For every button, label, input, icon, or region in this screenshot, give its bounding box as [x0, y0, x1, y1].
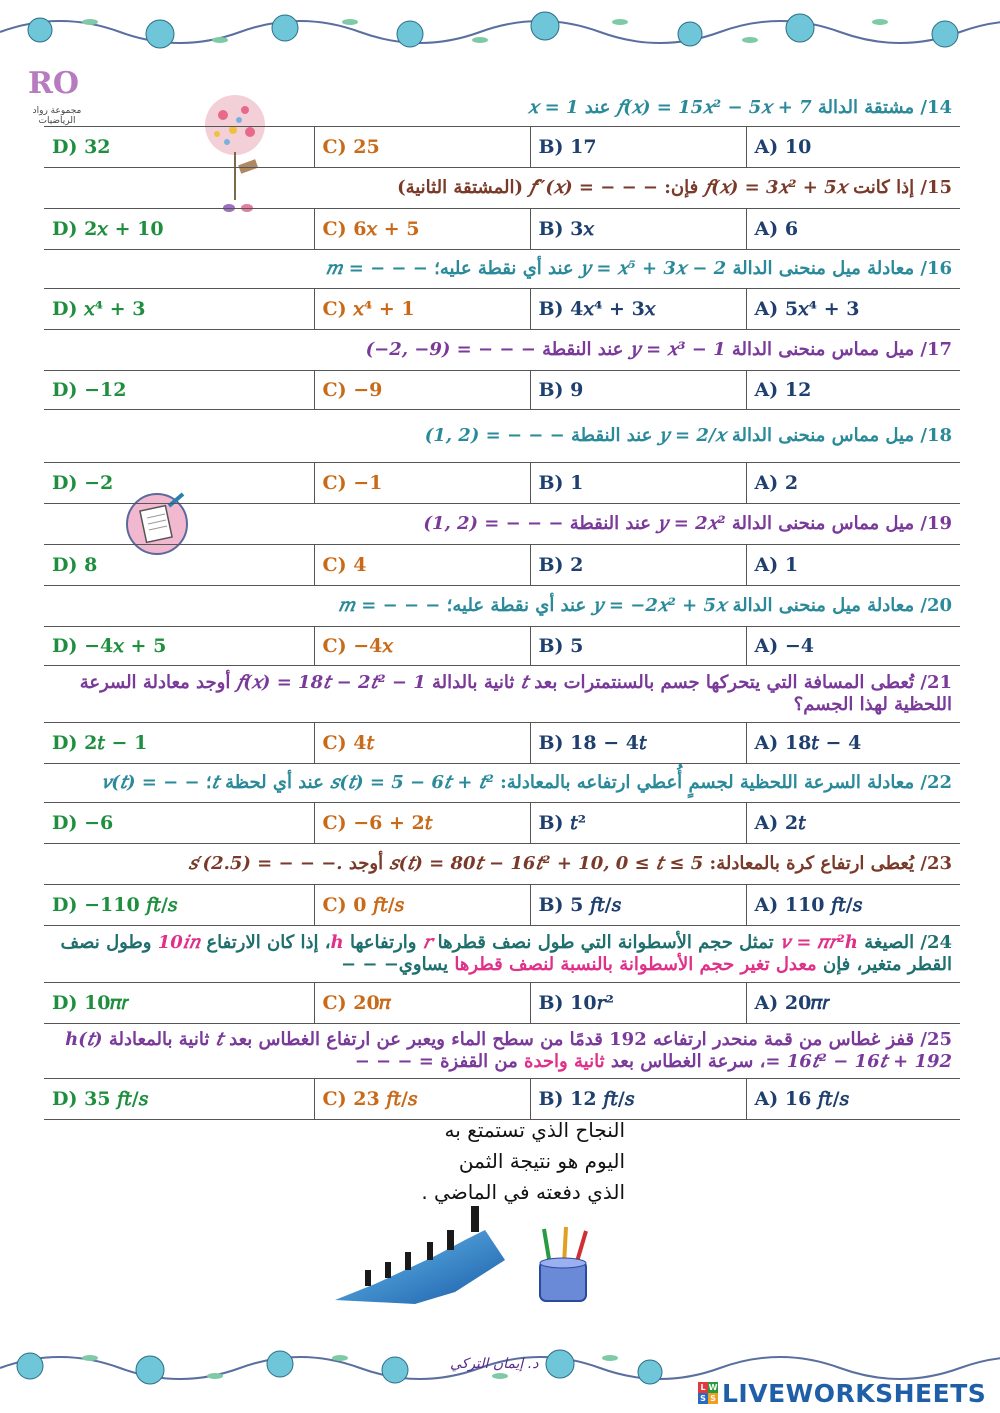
motto-line: الذي دفعته في الماضي . — [421, 1180, 625, 1204]
option-a[interactable]: A) 18𝑡 − 4 — [746, 723, 960, 764]
question-part: 𝑦 = 𝑥³ − 1 — [629, 339, 726, 360]
question-part: أوجد — [342, 853, 390, 874]
options-row — [44, 463, 960, 504]
question-part: عند النقطة — [564, 425, 659, 446]
option-d[interactable]: D) 2𝑥 + 10 — [44, 209, 314, 250]
brand-name: LIVEWORKSHEETS — [722, 1378, 987, 1408]
option-a[interactable]: A) 1 — [746, 545, 960, 586]
question-part: 𝑓(𝑥) = 3𝑥² + 5𝑥 — [704, 177, 847, 198]
question-part: 14/ مشتقة الدالة — [811, 97, 953, 118]
option-a[interactable]: A) 16 𝑓𝑡/𝑠 — [746, 1079, 960, 1120]
options-row — [44, 1079, 960, 1120]
option-d[interactable]: D) 35 𝑓𝑡/𝑠 — [44, 1079, 314, 1120]
question-row — [44, 250, 960, 289]
question-text — [52, 595, 952, 617]
question-row — [44, 1024, 960, 1079]
question-part: 17/ ميل مماس منحنى الدالة — [725, 339, 953, 360]
option-c[interactable]: C) −4𝑥 — [314, 627, 530, 666]
option-a[interactable]: A) 5𝑥⁴ + 3 — [746, 289, 960, 330]
option-c[interactable]: C) 𝑥⁴ + 1 — [314, 289, 530, 330]
question-part: 𝑦 = 2𝑥² — [657, 513, 726, 534]
question-part: 𝑓′′(𝑥) = − − − — [529, 177, 659, 198]
option-d[interactable]: D) 𝑥⁴ + 3 — [44, 289, 314, 330]
question-part: 𝑡 — [520, 672, 528, 693]
question-part: 𝑣(𝑡) = − − — [101, 772, 200, 793]
option-c[interactable]: C) −9 — [314, 371, 530, 410]
option-b[interactable]: B) 9 — [530, 371, 746, 410]
question-part: ، سرعة الغطاس بعد — [604, 1051, 766, 1072]
question-part: 𝑣 = 𝜋𝑟²ℎ — [779, 932, 858, 953]
option-b[interactable]: B) 5 — [530, 627, 746, 666]
question-part: 𝑥 = 1 — [528, 97, 579, 118]
options-row — [44, 627, 960, 666]
question-part: 20/ معادلة ميل منحنى الدالة — [726, 595, 953, 616]
option-b[interactable]: B) 3𝑥 — [530, 209, 746, 250]
option-c[interactable]: C) 23 𝑓𝑡/𝑠 — [314, 1079, 530, 1120]
question-part: 𝑠(𝑡) = 5 − 6𝑡 + 𝑡² — [330, 772, 494, 793]
option-b[interactable]: B) 𝑡² — [530, 803, 746, 844]
option-c[interactable]: C) 4 — [314, 545, 530, 586]
question-part: ثانية بالمعادلة — [102, 1029, 216, 1050]
question-part: 16/ معادلة ميل منحنى الدالة — [726, 258, 953, 279]
question-part: 𝑡 — [215, 1029, 223, 1050]
question-part: 𝑓(𝑥) = 15𝑥² − 5𝑥 + 7 — [616, 97, 812, 118]
option-d[interactable]: D) 2𝑡 − 1 — [44, 723, 314, 764]
question-row — [44, 90, 960, 127]
option-b[interactable]: B) 17 — [530, 127, 746, 168]
question-part: 𝑡 — [211, 772, 219, 793]
question-text — [52, 425, 952, 447]
option-d[interactable]: D) 10𝜋𝑟 — [44, 983, 314, 1024]
option-c[interactable]: C) 6𝑥 + 5 — [314, 209, 530, 250]
question-row — [44, 330, 960, 371]
question-part: تمثل حجم الأسطوانة التي طول نصف قطرها — [431, 932, 780, 953]
logo-subtitle: مجموعة رواد الرياضيات — [32, 106, 82, 126]
question-part: (المشتقة الثانية) — [397, 177, 530, 198]
options-row — [44, 127, 960, 168]
question-part: ثانية بالدالة — [425, 672, 521, 693]
author-signature: د. إيمان التركي — [450, 1356, 539, 1372]
question-part: 24/ الصيغة — [858, 932, 953, 953]
question-row — [44, 764, 960, 803]
liveworksheets-logo-icon: L W S S — [698, 1382, 718, 1404]
question-part: فإن: — [658, 177, 705, 198]
option-d[interactable]: D) −12 — [44, 371, 314, 410]
option-a[interactable]: A) 110 𝑓𝑡/𝑠 — [746, 885, 960, 926]
question-part: 𝑠(𝑡) = 80𝑡 − 16𝑡² + 10, 0 ≤ 𝑡 ≤ 5 — [389, 853, 704, 874]
question-text — [52, 258, 952, 280]
question-row — [44, 504, 960, 545]
question-text — [52, 1029, 952, 1073]
question-row — [44, 410, 960, 463]
question-part: 𝑦 = 2/𝑥 — [658, 425, 726, 446]
option-c[interactable]: C) 4𝑡 — [314, 723, 530, 764]
floral-border-top — [0, 0, 1000, 60]
options-row — [44, 289, 960, 330]
option-d[interactable]: D) −2 — [44, 463, 314, 504]
question-row — [44, 168, 960, 209]
question-part: من القفزة = − − − — [354, 1051, 525, 1072]
question-part: عند — [578, 97, 617, 118]
option-a[interactable]: A) 12 — [746, 371, 960, 410]
option-c[interactable]: C) 0 𝑓𝑡/𝑠 — [314, 885, 530, 926]
option-b[interactable]: B) 10𝑟² — [530, 983, 746, 1024]
option-a[interactable]: A) 2𝑡 — [746, 803, 960, 844]
questions-table — [44, 90, 960, 1120]
question-part: عند أي لحظة — [218, 772, 331, 793]
option-b[interactable]: B) 12 𝑓𝑡/𝑠 — [530, 1079, 746, 1120]
question-part: (1, 2) = − − − — [423, 513, 564, 534]
options-row — [44, 723, 960, 764]
option-d[interactable]: D) 8 — [44, 545, 314, 586]
logo-letters: RO — [28, 66, 80, 101]
option-b[interactable]: B) 2 — [530, 545, 746, 586]
option-c[interactable]: C) 25 — [314, 127, 530, 168]
question-text — [52, 853, 952, 875]
option-c[interactable]: C) −6 + 2𝑡 — [314, 803, 530, 844]
question-part: أوجد معادلة السرعة اللحظية لهذا الجسم؟ — [79, 672, 953, 715]
question-text — [52, 339, 952, 361]
question-part: ℎ — [330, 932, 344, 953]
option-b[interactable]: B) 18 − 4𝑡 — [530, 723, 746, 764]
question-part: 18/ ميل مماس منحنى الدالة — [725, 425, 953, 446]
question-part: 𝑓(𝑥) = 18𝑡 − 2𝑡² − 1 — [236, 672, 426, 693]
question-part: 𝑟 — [422, 932, 432, 953]
options-row — [44, 983, 960, 1024]
question-part: ثانية واحدة — [524, 1051, 605, 1072]
success-stairs-image — [335, 1200, 525, 1310]
option-b[interactable]: B) 1 — [530, 463, 746, 504]
question-row — [44, 926, 960, 983]
options-row — [44, 803, 960, 844]
option-b[interactable]: B) 5 𝑓𝑡/𝑠 — [530, 885, 746, 926]
question-part: ؛ — [199, 772, 212, 793]
question-part: 21/ تُعطى المسافة التي يتحركها جسم بالسنتمترات بعد — [527, 672, 953, 693]
question-part: 23/ يُعطى ارتفاع كرة بالمعادلة: — [703, 853, 953, 874]
option-a[interactable]: A) 10 — [746, 127, 960, 168]
question-part: ℎ(𝑡) = 16𝑡² − 16𝑡 + 192 — [65, 1029, 953, 1072]
question-part: عند النقطة — [563, 513, 658, 534]
option-d[interactable]: D) 32 — [44, 127, 314, 168]
options-row — [44, 545, 960, 586]
option-d[interactable]: D) −6 — [44, 803, 314, 844]
question-part: 25/ قفز غطاس من قمة منحدر ارتفاعه 192 قدمًا من سطح الماء ويعبر عن ارتفاع الغطاس بعد — [222, 1029, 953, 1050]
liveworksheets-brand[interactable] — [698, 1378, 986, 1408]
question-part: وارتفاعها — [343, 932, 423, 953]
option-a[interactable]: A) 20𝜋𝑟 — [746, 983, 960, 1024]
question-part: عند النقطة — [535, 339, 630, 360]
question-part: وطول نصف القطر متغير، فإن — [60, 932, 953, 975]
question-text — [52, 97, 952, 119]
question-part: (1, 2) = − − − — [424, 425, 565, 446]
option-c[interactable]: C) −1 — [314, 463, 530, 504]
question-part: 𝑦 = −2𝑥² + 5𝑥 — [592, 595, 727, 616]
question-part: يساوي− − − — [341, 954, 455, 975]
option-d[interactable]: D) −110 𝑓𝑡/𝑠 — [44, 885, 314, 926]
question-part: 𝑚 = − − − — [325, 258, 428, 279]
options-row — [44, 371, 960, 410]
question-part: (−2, −9) = − − − — [365, 339, 536, 360]
option-d[interactable]: D) −4𝑥 + 5 — [44, 627, 314, 666]
option-a[interactable]: A) 6 — [746, 209, 960, 250]
question-part: 𝑠′(2.5) = − − −. — [188, 853, 343, 874]
question-part: 10𝑖𝑛 — [157, 932, 201, 953]
question-part: ، إذا كان الارتفاع — [200, 932, 331, 953]
question-part: عند أي نقطة عليه؛ — [427, 258, 580, 279]
question-text — [52, 772, 952, 794]
question-part: 𝑚 = − − − — [337, 595, 441, 616]
question-text — [52, 672, 952, 716]
question-row — [44, 586, 960, 627]
question-part: 15/ إذا كانت — [846, 177, 953, 198]
question-row — [44, 844, 960, 885]
pencil-cup-icon — [530, 1225, 600, 1305]
question-row — [44, 666, 960, 723]
option-a[interactable]: A) −4 — [746, 627, 960, 666]
question-part: معدل تغير حجم الأسطوانة بالنسبة لنصف قطرها — [454, 954, 817, 975]
options-row — [44, 209, 960, 250]
option-c[interactable]: C) 20𝜋 — [314, 983, 530, 1024]
question-text — [52, 177, 952, 199]
question-part: عند أي نقطة عليه؛ — [440, 595, 593, 616]
option-a[interactable]: A) 2 — [746, 463, 960, 504]
options-row — [44, 885, 960, 926]
question-part: 22/ معادلة السرعة اللحظية لجسمٍ أُعطي ارتفاعه بالمعادلة: — [493, 772, 953, 793]
motto-text — [405, 1115, 625, 1208]
motto-line: النجاح الذي تستمتع به — [444, 1118, 625, 1142]
question-part: 𝑦 = 𝑥⁵ + 3𝑥 − 2 — [579, 258, 727, 279]
option-b[interactable]: B) 4𝑥⁴ + 3𝑥 — [530, 289, 746, 330]
question-text — [52, 513, 952, 535]
motto-line: اليوم هو نتيجة الثمن — [458, 1149, 625, 1173]
question-part: 19/ ميل مماس منحنى الدالة — [725, 513, 953, 534]
question-text — [52, 932, 952, 976]
